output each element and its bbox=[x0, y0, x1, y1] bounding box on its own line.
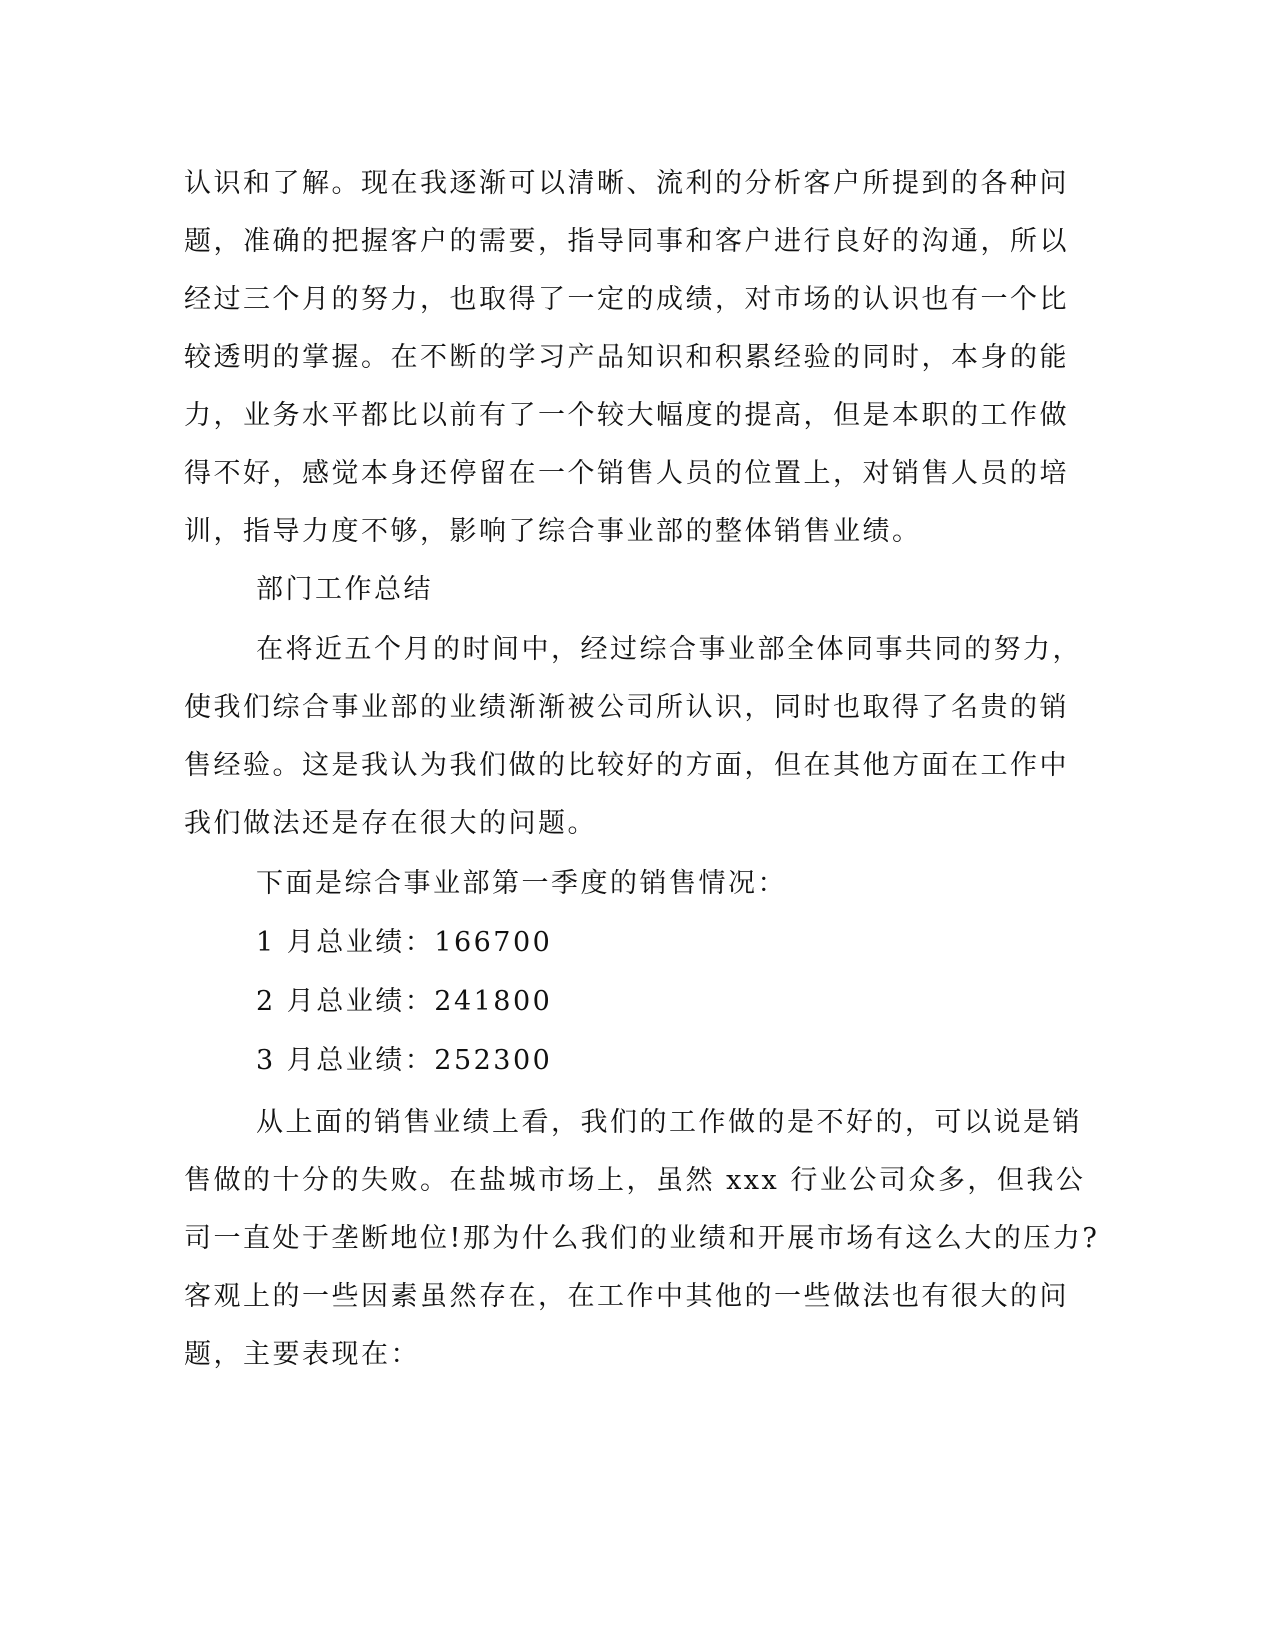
sales-item: 3 月总业绩：252300 bbox=[256, 1045, 553, 1076]
paragraph-line: 我们做法还是存在很大的问题。 bbox=[184, 808, 597, 839]
paragraph-line: 经过三个月的努力，也取得了一定的成绩，对市场的认识也有一个比 bbox=[184, 284, 1069, 315]
paragraph-line: 从上面的销售业绩上看，我们的工作做的是不好的，可以说是销 bbox=[256, 1107, 1082, 1138]
paragraph-line: 题，准确的把握客户的需要，指导同事和客户进行良好的沟通，所以 bbox=[184, 226, 1069, 257]
paragraph-line: 得不好，感觉本身还停留在一个销售人员的位置上，对销售人员的培 bbox=[184, 458, 1069, 489]
paragraph-line: 客观上的一些因素虽然存在，在工作中其他的一些做法也有很大的问 bbox=[184, 1281, 1069, 1312]
sales-intro: 下面是综合事业部第一季度的销售情况： bbox=[256, 868, 787, 899]
section-heading: 部门工作总结 bbox=[256, 574, 433, 605]
paragraph-line: 训，指导力度不够，影响了综合事业部的整体销售业绩。 bbox=[184, 516, 922, 547]
paragraph-line: 较透明的掌握。在不断的学习产品知识和积累经验的同时，本身的能 bbox=[184, 342, 1069, 373]
sales-item: 2 月总业绩：241800 bbox=[256, 986, 553, 1017]
paragraph-line: 使我们综合事业部的业绩渐渐被公司所认识，同时也取得了名贵的销 bbox=[184, 692, 1069, 723]
paragraph-line: 司一直处于垄断地位!那为什么我们的业绩和开展市场有这么大的压力? bbox=[184, 1223, 1100, 1254]
paragraph-line: 售经验。这是我认为我们做的比较好的方面，但在其他方面在工作中 bbox=[184, 750, 1069, 781]
sales-item: 1 月总业绩：166700 bbox=[256, 927, 553, 958]
paragraph-line: 题，主要表现在： bbox=[184, 1339, 420, 1370]
paragraph-line: 力，业务水平都比以前有了一个较大幅度的提高，但是本职的工作做 bbox=[184, 400, 1069, 431]
paragraph-line: 售做的十分的失败。在盐城市场上，虽然 xxx 行业公司众多，但我公 bbox=[184, 1165, 1086, 1196]
paragraph-line: 认识和了解。现在我逐渐可以清晰、流利的分析客户所提到的各种问 bbox=[184, 168, 1069, 199]
paragraph-line: 在将近五个月的时间中，经过综合事业部全体同事共同的努力， bbox=[256, 634, 1082, 665]
